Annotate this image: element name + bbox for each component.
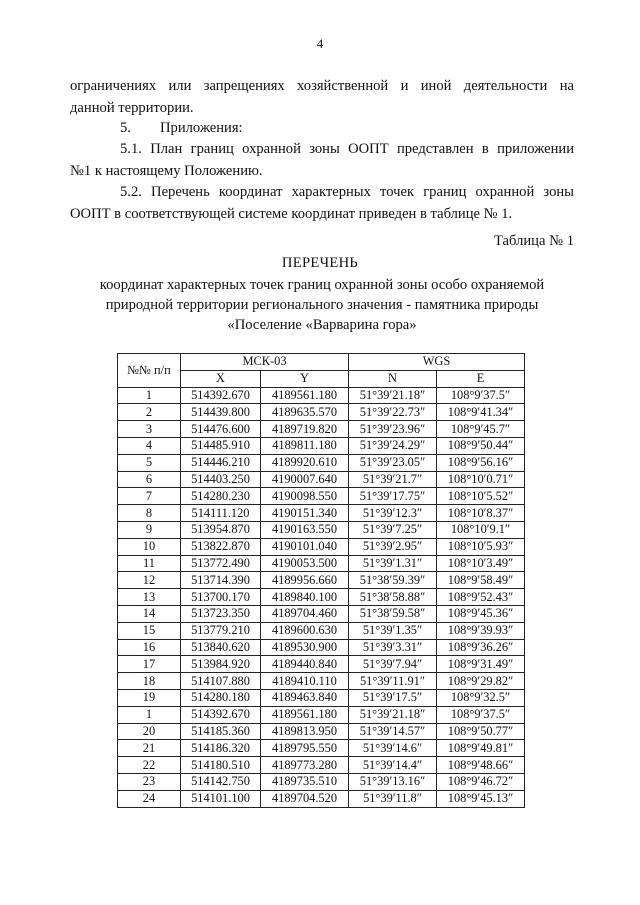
table-row <box>118 723 525 740</box>
cell-n: 51°39′17.75″ <box>349 488 437 505</box>
cell-n: 51°38′58.88″ <box>349 589 437 606</box>
cell-n: 51°39′22.73″ <box>349 404 437 421</box>
cell-n: 51°39′24.29″ <box>349 437 437 454</box>
cell-n: 51°39′7.94″ <box>349 656 437 673</box>
table-row <box>118 521 525 538</box>
paragraph-line: ограничениях или запрещениях хозяйственной и иной деятельности на <box>70 78 574 94</box>
cell-y: 4189704.460 <box>261 605 349 622</box>
cell-x: 513779.210 <box>181 622 261 639</box>
cell-index: 9 <box>118 521 181 538</box>
table-row <box>118 689 525 706</box>
cell-x: 513700.170 <box>181 589 261 606</box>
cell-n: 51°39′14.4″ <box>349 757 437 774</box>
cell-n: 51°39′12.3″ <box>349 505 437 522</box>
header-x: X <box>181 370 261 387</box>
cell-e: 108°10′5.52″ <box>437 488 525 505</box>
cell-x: 514280.180 <box>181 689 261 706</box>
cell-y: 4190151.340 <box>261 505 349 522</box>
cell-e: 108°10′9.1″ <box>437 521 525 538</box>
table-row <box>118 673 525 690</box>
cell-index: 24 <box>118 790 181 807</box>
section-number: 5.2. <box>120 184 142 200</box>
cell-e: 108°9′45.7″ <box>437 421 525 438</box>
cell-y: 4189440.840 <box>261 656 349 673</box>
cell-y: 4189561.180 <box>261 706 349 723</box>
cell-y: 4190101.040 <box>261 538 349 555</box>
subtitle-line: природной территории регионального значения - памятника природы <box>105 297 539 313</box>
table-row <box>118 437 525 454</box>
cell-y: 4189704.520 <box>261 790 349 807</box>
cell-y: 4189530.900 <box>261 639 349 656</box>
cell-x: 514180.510 <box>181 757 261 774</box>
table-row <box>118 706 525 723</box>
cell-y: 4190053.500 <box>261 555 349 572</box>
cell-x: 514185.360 <box>181 723 261 740</box>
cell-y: 4189561.180 <box>261 387 349 404</box>
cell-x: 513822.870 <box>181 538 261 555</box>
cell-e: 108°9′37.5″ <box>437 706 525 723</box>
section-number: 5. <box>120 120 131 136</box>
cell-y: 4189635.570 <box>261 404 349 421</box>
cell-e: 108°10′5.93″ <box>437 538 525 555</box>
paragraph-line: данной территории. <box>70 99 194 116</box>
cell-index: 18 <box>118 673 181 690</box>
cell-y: 4189956.660 <box>261 572 349 589</box>
cell-index: 7 <box>118 488 181 505</box>
table-row <box>118 740 525 757</box>
cell-y: 4190007.640 <box>261 471 349 488</box>
table-row <box>118 538 525 555</box>
cell-index: 14 <box>118 605 181 622</box>
cell-n: 51°39′14.6″ <box>349 740 437 757</box>
cell-n: 51°39′7.25″ <box>349 521 437 538</box>
cell-n: 51°38′59.39″ <box>349 572 437 589</box>
section-5-1 <box>70 139 574 182</box>
cell-n: 51°39′11.8″ <box>349 790 437 807</box>
table-row <box>118 555 525 572</box>
header-e: E <box>437 370 525 387</box>
header-n: N <box>349 370 437 387</box>
cell-e: 108°9′31.49″ <box>437 656 525 673</box>
cell-x: 514111.120 <box>181 505 261 522</box>
table-row <box>118 454 525 471</box>
cell-index: 20 <box>118 723 181 740</box>
cell-index: 2 <box>118 404 181 421</box>
cell-x: 514439.800 <box>181 404 261 421</box>
cell-y: 4189920.610 <box>261 454 349 471</box>
cell-y: 4189463.840 <box>261 689 349 706</box>
cell-index: 12 <box>118 572 181 589</box>
cell-x: 514485.910 <box>181 437 261 454</box>
table-row <box>118 790 525 807</box>
cell-index: 1 <box>118 706 181 723</box>
cell-index: 17 <box>118 656 181 673</box>
cell-n: 51°39′14.57″ <box>349 723 437 740</box>
cell-index: 10 <box>118 538 181 555</box>
cell-n: 51°39′11.91″ <box>349 673 437 690</box>
cell-x: 514142.750 <box>181 773 261 790</box>
cell-x: 513723.350 <box>181 605 261 622</box>
list-title: ПЕРЕЧЕНЬ <box>281 255 359 271</box>
cell-e: 108°9′52.43″ <box>437 589 525 606</box>
table-row <box>118 639 525 656</box>
cell-e: 108°9′50.44″ <box>437 437 525 454</box>
page-number: 4 <box>316 36 324 51</box>
cell-e: 108°9′37.5″ <box>437 387 525 404</box>
cell-x: 514101.100 <box>181 790 261 807</box>
cell-x: 514280.230 <box>181 488 261 505</box>
table-row <box>118 488 525 505</box>
section-title: Приложения: <box>160 120 243 136</box>
table-row <box>118 622 525 639</box>
header-y: Y <box>261 370 349 387</box>
subtitle-line: координат характерных точек границ охранной зоны особо охраняемой <box>99 277 545 293</box>
cell-e: 108°9′58.49″ <box>437 572 525 589</box>
cell-index: 4 <box>118 437 181 454</box>
table-row <box>118 656 525 673</box>
table-caption: Таблица № 1 <box>494 233 574 249</box>
cell-index: 1 <box>118 387 181 404</box>
cell-n: 51°39′1.35″ <box>349 622 437 639</box>
cell-n: 51°39′3.31″ <box>349 639 437 656</box>
cell-x: 514107.880 <box>181 673 261 690</box>
cell-x: 513954.870 <box>181 521 261 538</box>
cell-y: 4189813.950 <box>261 723 349 740</box>
cell-n: 51°39′13.16″ <box>349 773 437 790</box>
cell-e: 108°9′50.77″ <box>437 723 525 740</box>
table-row <box>118 605 525 622</box>
table-row <box>118 471 525 488</box>
paragraph-text: План границ охранной зоны ООПТ представлен в приложении <box>150 141 575 157</box>
cell-e: 108°9′48.66″ <box>437 757 525 774</box>
cell-y: 4189811.180 <box>261 437 349 454</box>
cell-e: 108°9′49.81″ <box>437 740 525 757</box>
cell-x: 514403.250 <box>181 471 261 488</box>
cell-e: 108°9′36.26″ <box>437 639 525 656</box>
cell-e: 108°9′45.13″ <box>437 790 525 807</box>
cell-index: 19 <box>118 689 181 706</box>
paragraph-continued <box>70 76 574 119</box>
cell-e: 108°10′0.71″ <box>437 471 525 488</box>
cell-y: 4189795.550 <box>261 740 349 757</box>
cell-y: 4189410.110 <box>261 673 349 690</box>
cell-y: 4190098.550 <box>261 488 349 505</box>
header-msk: МСК-03 <box>181 354 349 371</box>
cell-x: 514392.670 <box>181 387 261 404</box>
section-5-2 <box>70 182 574 225</box>
cell-index: 5 <box>118 454 181 471</box>
cell-index: 13 <box>118 589 181 606</box>
cell-y: 4189840.100 <box>261 589 349 606</box>
paragraph-line <box>70 139 574 161</box>
cell-n: 51°39′21.7″ <box>349 471 437 488</box>
cell-n: 51°39′2.95″ <box>349 538 437 555</box>
cell-n: 51°39′21.18″ <box>349 387 437 404</box>
cell-e: 108°10′3.49″ <box>437 555 525 572</box>
coordinates-table <box>117 353 525 808</box>
cell-e: 108°9′45.36″ <box>437 605 525 622</box>
cell-n: 51°39′23.96″ <box>349 421 437 438</box>
cell-index: 3 <box>118 421 181 438</box>
cell-x: 514392.670 <box>181 706 261 723</box>
section-number: 5.1. <box>120 141 142 157</box>
cell-x: 513772.490 <box>181 555 261 572</box>
paragraph-line <box>70 182 574 204</box>
cell-index: 23 <box>118 773 181 790</box>
cell-y: 4189773.280 <box>261 757 349 774</box>
cell-x: 513840.620 <box>181 639 261 656</box>
cell-x: 514186.320 <box>181 740 261 757</box>
cell-x: 514446.210 <box>181 454 261 471</box>
cell-y: 4189719.820 <box>261 421 349 438</box>
cell-index: 22 <box>118 757 181 774</box>
cell-x: 514476.600 <box>181 421 261 438</box>
cell-index: 21 <box>118 740 181 757</box>
paragraph-text: Перечень координат характерных точек границ охранной зоны <box>151 184 574 200</box>
cell-index: 11 <box>118 555 181 572</box>
cell-n: 51°38′59.58″ <box>349 605 437 622</box>
cell-n: 51°39′17.5″ <box>349 689 437 706</box>
header-index: №№ п/п <box>118 354 181 388</box>
cell-y: 4189600.630 <box>261 622 349 639</box>
cell-y: 4190163.550 <box>261 521 349 538</box>
cell-x: 513714.390 <box>181 572 261 589</box>
cell-index: 8 <box>118 505 181 522</box>
cell-index: 15 <box>118 622 181 639</box>
cell-index: 6 <box>118 471 181 488</box>
table-row <box>118 572 525 589</box>
table-row <box>118 589 525 606</box>
cell-e: 108°9′56.16″ <box>437 454 525 471</box>
paragraph-line: №1 к настоящему Положению. <box>70 162 263 179</box>
table-row <box>118 421 525 438</box>
paragraph-line: ООПТ в соответствующей системе координат приведен в таблице № 1. <box>70 205 513 222</box>
table-row <box>118 505 525 522</box>
cell-e: 108°10′8.37″ <box>437 505 525 522</box>
header-wgs: WGS <box>349 354 525 371</box>
cell-y: 4189735.510 <box>261 773 349 790</box>
subtitle-line: «Поселение «Варварина гора» <box>227 317 417 333</box>
table-row <box>118 773 525 790</box>
table-body <box>118 387 525 807</box>
table-row <box>118 757 525 774</box>
list-subtitle <box>70 275 574 335</box>
cell-e: 108°9′41.34″ <box>437 404 525 421</box>
cell-e: 108°9′39.93″ <box>437 622 525 639</box>
cell-n: 51°39′21.18″ <box>349 706 437 723</box>
cell-e: 108°9′46.72″ <box>437 773 525 790</box>
cell-n: 51°39′1.31″ <box>349 555 437 572</box>
cell-n: 51°39′23.05″ <box>349 454 437 471</box>
cell-e: 108°9′29.82″ <box>437 673 525 690</box>
table-row <box>118 404 525 421</box>
cell-x: 513984.920 <box>181 656 261 673</box>
cell-e: 108°9′32.5″ <box>437 689 525 706</box>
cell-index: 16 <box>118 639 181 656</box>
table-row <box>118 387 525 404</box>
